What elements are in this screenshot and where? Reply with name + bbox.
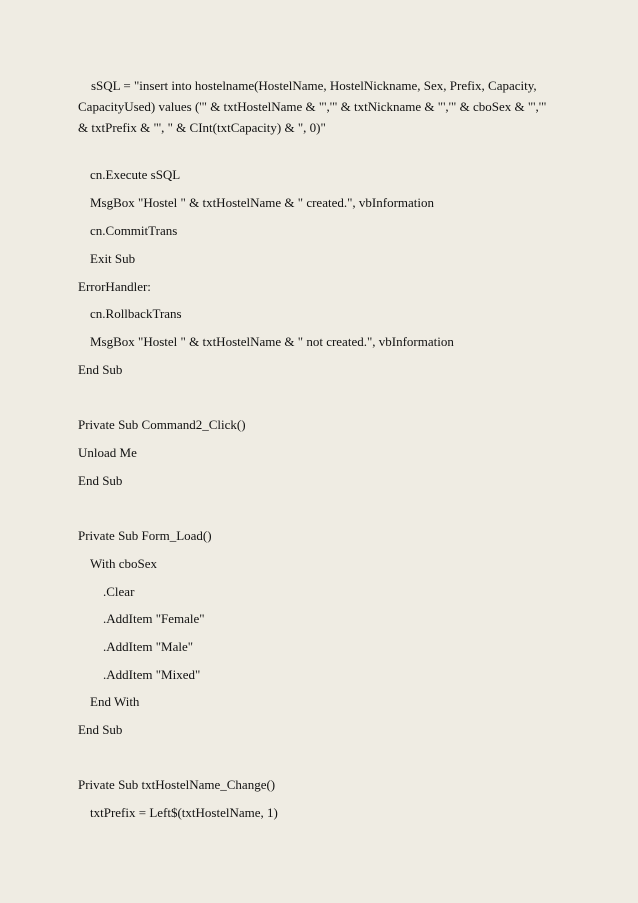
code-line: Private Sub txtHostelName_Change() bbox=[78, 777, 276, 792]
code-line: End With bbox=[90, 694, 140, 709]
code-line: txtPrefix = Left$(txtHostelName, 1) bbox=[90, 805, 278, 820]
sql-statement: sSQL = "insert into hostelname(HostelName, HostelNickname, Sex, Prefix, Capacity, CapacityUsed) values ('" & txtHostelName & "','" & txtNickname & "','" & cboSex & "','" & txtPrefix & "', " & CInt(txtCapacity) & ", 0)" bbox=[78, 78, 550, 135]
code-line: MsgBox "Hostel " & txtHostelName & " not created.", vbInformation bbox=[90, 334, 454, 349]
code-line: Exit Sub bbox=[90, 251, 136, 266]
code-line: ErrorHandler: bbox=[78, 279, 151, 294]
code-line: cn.Execute sSQL bbox=[90, 167, 181, 182]
code-line: cn.CommitTrans bbox=[90, 223, 178, 238]
code-line: With cboSex bbox=[90, 556, 157, 571]
code-line: .AddItem "Male" bbox=[103, 639, 194, 654]
code-line: cn.RollbackTrans bbox=[90, 306, 182, 321]
code-line: Private Sub Form_Load() bbox=[78, 528, 212, 543]
code-line: Unload Me bbox=[78, 445, 137, 460]
code-line: .AddItem "Female" bbox=[103, 611, 205, 626]
code-line: Private Sub Command2_Click() bbox=[78, 417, 246, 432]
code-line: MsgBox "Hostel " & txtHostelName & " created.", vbInformation bbox=[90, 195, 434, 210]
code-line: .Clear bbox=[103, 584, 135, 599]
code-line: End Sub bbox=[78, 362, 123, 377]
code-line: End Sub bbox=[78, 473, 123, 488]
code-line: .AddItem "Mixed" bbox=[103, 667, 201, 682]
code-line: End Sub bbox=[78, 722, 123, 737]
